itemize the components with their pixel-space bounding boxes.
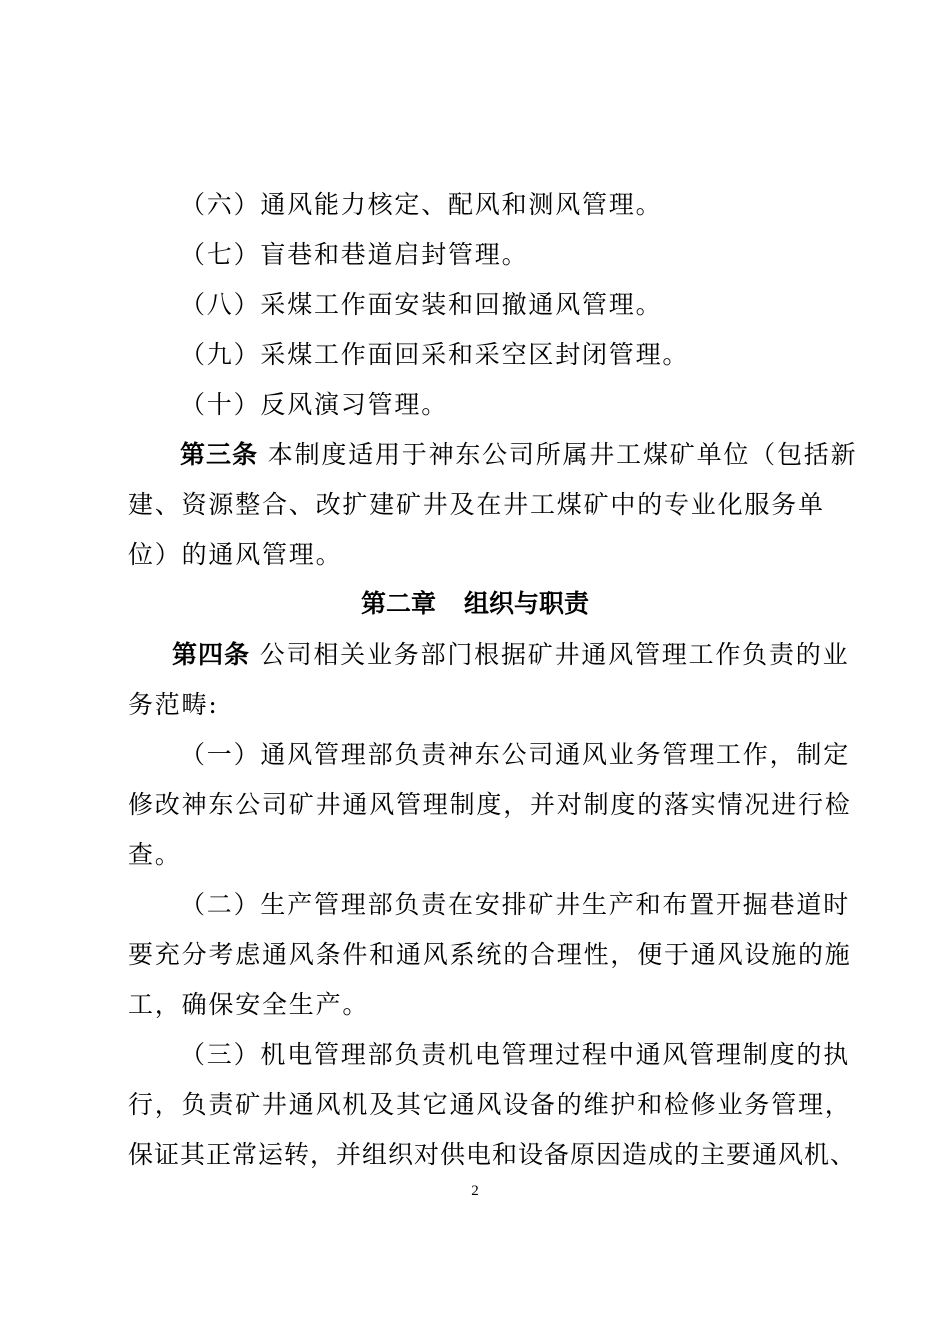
article-3-line: 建、资源整合、改扩建矿井及在井工煤矿中的专业化服务单 [128, 490, 825, 519]
chapter-number: 第二章 [360, 589, 436, 618]
item-2-line: （二）生产管理部负责在安排矿井生产和布置开掘巷道时 [180, 890, 851, 919]
article-4-line [172, 640, 850, 670]
list-item: （八）采煤工作面安装和回撤通风管理。 [180, 290, 663, 319]
item-1-line: 修改神东公司矿井通风管理制度，并对制度的落实情况进行检 [128, 790, 852, 819]
chapter-title: 组织与职责 [464, 589, 590, 618]
item-3-line: 保证其正常运转，并组织对供电和设备原因造成的主要通风机、 [128, 1140, 857, 1169]
article-4-label: 第四条 [172, 640, 251, 669]
article-4-text: 公司相关业务部门根据矿井通风管理工作负责的业 [259, 640, 850, 669]
item-3-line: 行，负责矿井通风机及其它通风设备的维护和检修业务管理， [128, 1090, 852, 1119]
list-item: （七）盲巷和巷道启封管理。 [180, 240, 529, 269]
item-3-line: （三）机电管理部负责机电管理过程中通风管理制度的执 [180, 1040, 851, 1069]
item-2-line: 工，确保安全生产。 [128, 990, 370, 1019]
item-2-line: 要充分考虑通风条件和通风系统的合理性，便于通风设施的施 [128, 940, 852, 969]
article-3-line: 位）的通风管理。 [128, 540, 343, 569]
article-3-label: 第三条 [180, 440, 259, 469]
article-3-line [180, 440, 858, 470]
article-4-line: 务范畴: [128, 690, 219, 719]
page-number: 2 [471, 1183, 479, 1199]
item-1-line: （一）通风管理部负责神东公司通风业务管理工作，制定 [180, 740, 851, 769]
article-3-text: 本制度适用于神东公司所属井工煤矿单位（包括新 [267, 440, 858, 469]
item-1-line: 查。 [128, 840, 182, 869]
list-item: （六）通风能力核定、配风和测风管理。 [180, 190, 663, 219]
list-item: （九）采煤工作面回采和采空区封闭管理。 [180, 340, 690, 369]
list-item: （十）反风演习管理。 [180, 390, 449, 419]
chapter-heading [0, 589, 950, 619]
